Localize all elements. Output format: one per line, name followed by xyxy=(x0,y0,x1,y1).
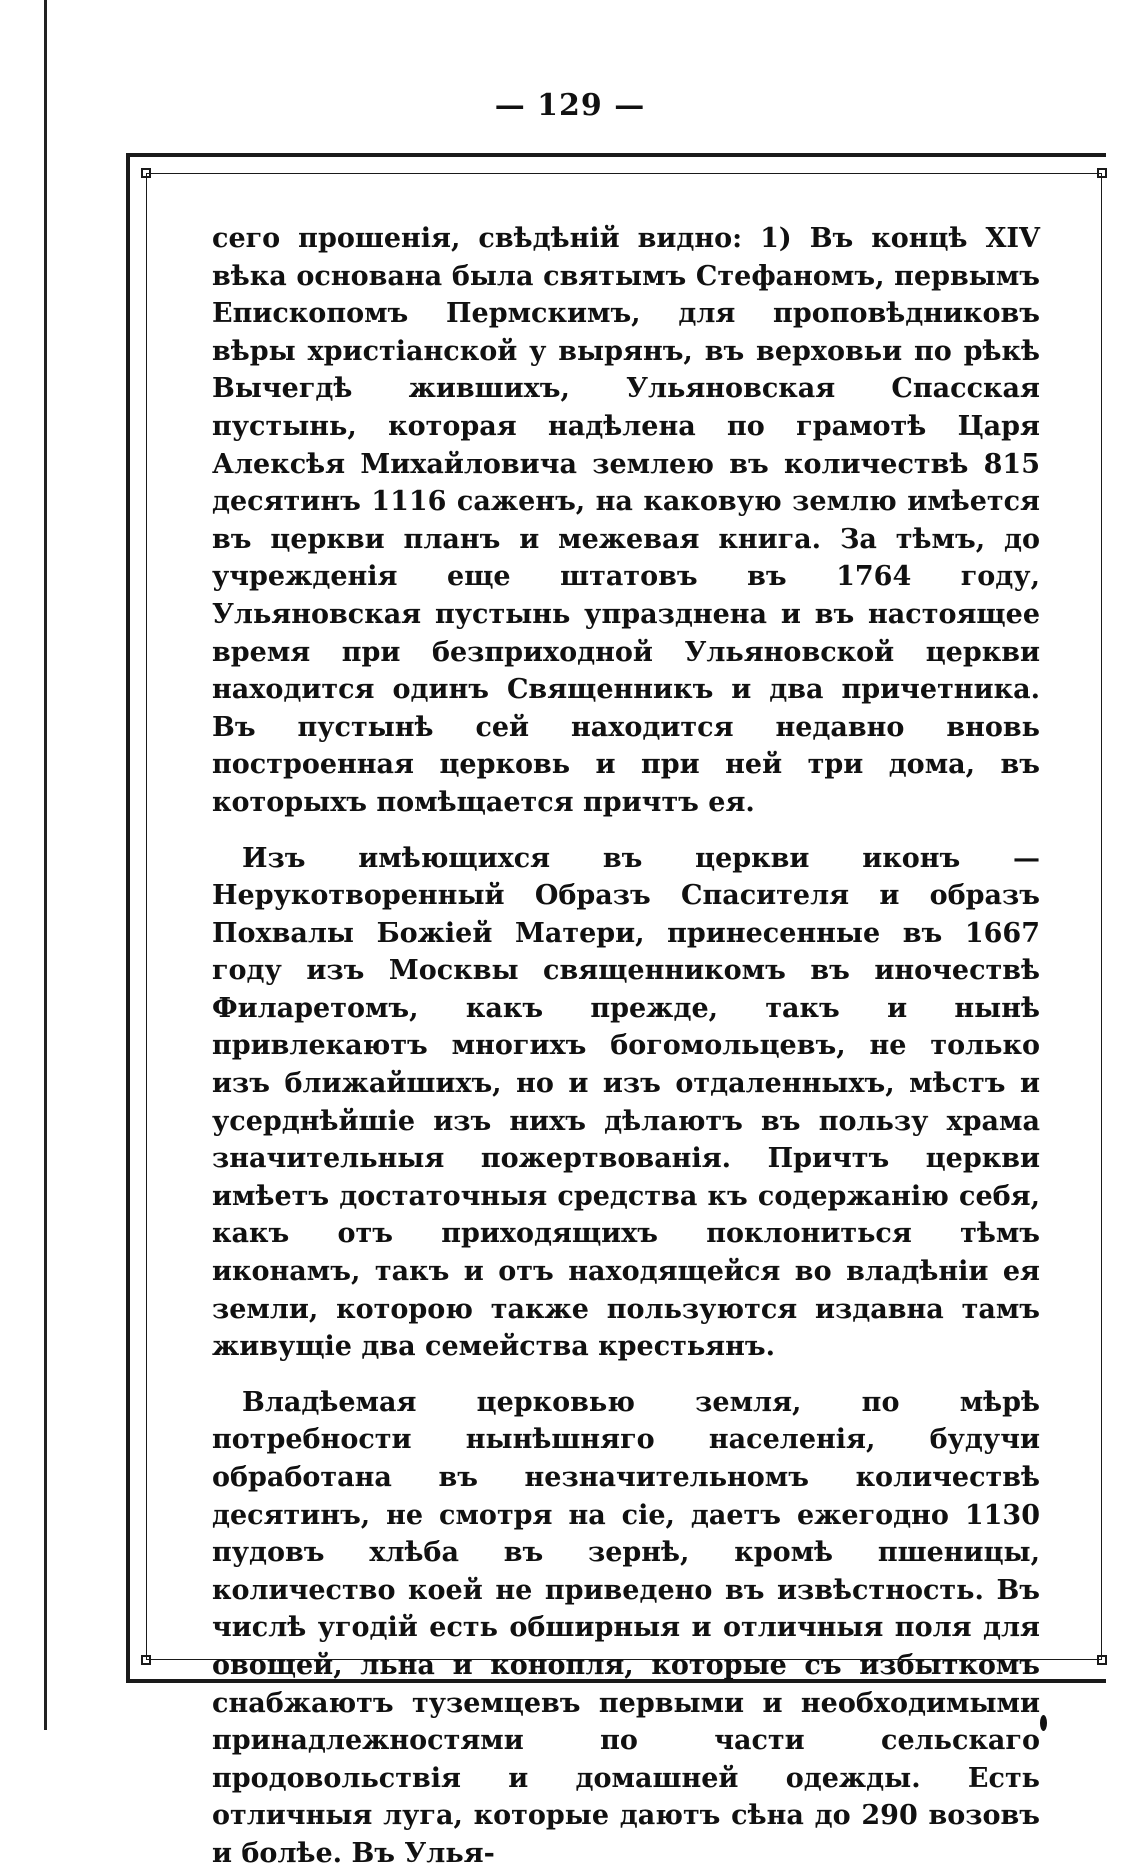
page-number: — 129 — xyxy=(494,88,646,123)
ink-blot-mark xyxy=(1040,1715,1047,1731)
paragraph-1: сего прошенія, свѣдѣній видно: 1) Въ концѣ XIV вѣка основана была святымъ Стефаномъ, первымъ Епископомъ Пермскимъ, для проповѣдниковъ вѣры христіанской у вырянъ, въ верховьи по рѣкѣ Вычегдѣ жившихъ, Ульяновская Спасская пустынь, которая надѣлена по грамотѣ Царя Алексѣя Михайловича землею въ количествѣ 815 десятинъ 1116 саженъ, на каковую землю имѣется въ церкви планъ и межевая книга. За тѣмъ, до учрежденія еще штатовъ въ 1764 году, Ульяновская пустынь упразднена и въ настоящее время при безприходной Ульяновской церкви находится одинъ Священникъ и два причетника. Въ пустынѣ сей находится недавно вновь построенная церковь и при ней три дома, въ которыхъ помѣщается причтъ ея. xyxy=(212,223,1040,818)
frame-corner-ornament xyxy=(141,1655,151,1665)
body-text xyxy=(212,220,1040,1873)
paragraph-2: Изъ имѣющихся въ церкви иконъ — Нерукотворенный Образъ Спасителя и образъ Похвалы Божіей Матери, принесенные въ 1667 году изъ Москвы священникомъ въ иночествѣ Филаретомъ, какъ прежде, такъ и нынѣ привлекаютъ многихъ богомольцевъ, не только изъ ближайшихъ, но и изъ отдаленныхъ, мѣстъ и усерднѣйшіе изъ нихъ дѣлаютъ въ пользу храма значительныя пожертвованія. Причтъ церкви имѣетъ достаточныя средства къ содержанію себя, какъ отъ приходящихъ поклониться тѣмъ иконамъ, такъ и отъ находящейся во владѣніи ея земли, которою также пользуются издавна тамъ живущіе два семейства крестьянъ. xyxy=(212,842,1040,1363)
paragraph-3: Владѣемая церковью земля, по мѣрѣ потребности нынѣшняго населенія, будучи обработана въ незначительномъ количествѣ десятинъ, не смотря на сіе, даетъ ежегодно 1130 пудовъ хлѣба въ зернѣ, кромѣ пшеницы, количество коей не приведено въ извѣстность. Въ числѣ угодій есть обширныя и отличныя поля для овощей, льна и конопля, которые съ избыткомъ снабжаютъ туземцевъ первыми и необходимыми принадлежностями по части сельскаго продовольствія и домашней одежды. Есть отличныя луга, которые даютъ сѣна до 290 возовъ и болѣе. Въ Улья- xyxy=(212,1386,1040,1869)
frame-corner-ornament xyxy=(1097,1655,1107,1665)
frame-corner-ornament xyxy=(141,168,151,178)
frame-corner-ornament xyxy=(1097,168,1107,178)
page-binding-edge xyxy=(44,0,47,1730)
